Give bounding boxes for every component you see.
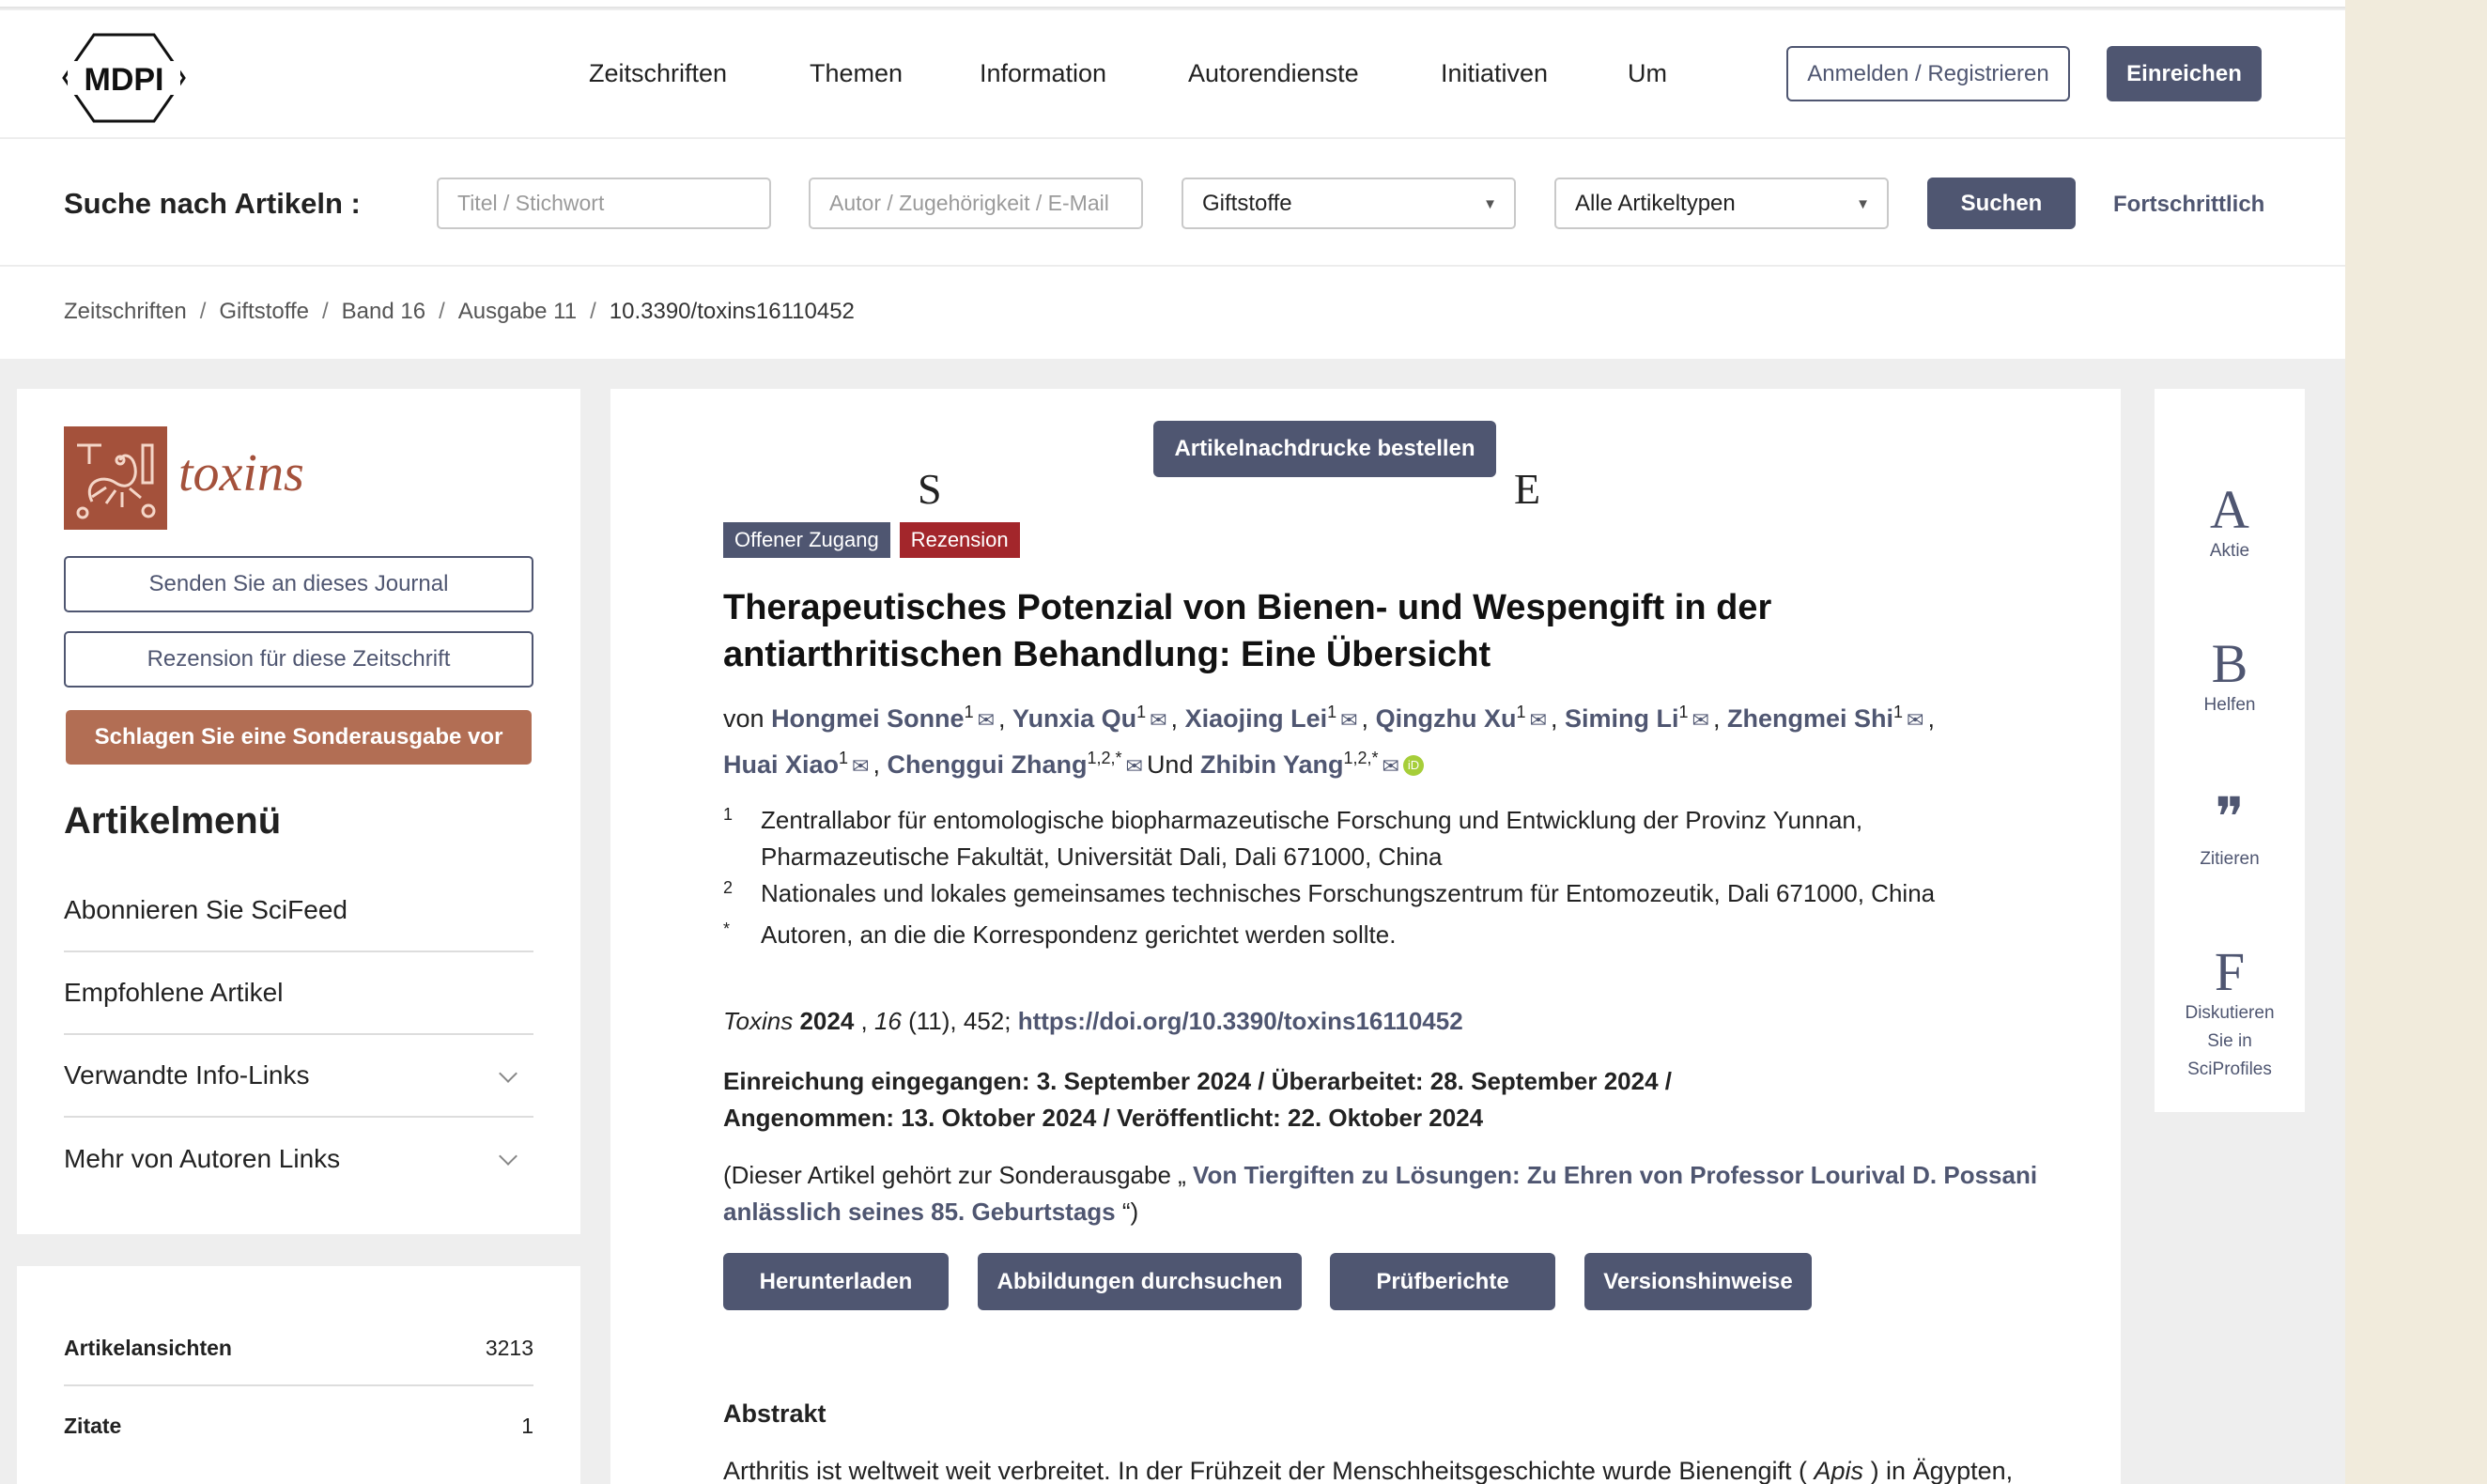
chevron-down-icon: [499, 1064, 517, 1083]
author-sup: 1: [1516, 703, 1526, 721]
author-sup: 1: [1678, 703, 1689, 721]
version-notes-button[interactable]: Versionshinweise: [1584, 1253, 1812, 1310]
chevron-down-icon: [499, 1147, 517, 1166]
glyph-s: S: [918, 465, 942, 513]
author-sup: 1: [1327, 703, 1337, 721]
submit-button[interactable]: Einreichen: [2107, 46, 2262, 101]
glyph-e: E: [1514, 465, 1541, 513]
title-keyword-input[interactable]: [437, 178, 771, 229]
author-name[interactable]: Siming Li: [1565, 704, 1679, 733]
breadcrumb-separator: /: [590, 299, 596, 324]
login-register-button[interactable]: Anmelden / Registrieren: [1786, 46, 2070, 101]
review-reports-button[interactable]: Prüfberichte: [1330, 1253, 1555, 1310]
author-name[interactable]: Zhibin Yang: [1199, 750, 1344, 779]
cite-label: Zitieren: [2200, 849, 2260, 869]
scorpion-icon: [64, 426, 167, 530]
citation-year: 2024: [799, 1007, 855, 1035]
caret-down-icon: ▼: [1483, 196, 1497, 212]
mdpi-logo-icon: [62, 33, 186, 123]
envelope-icon[interactable]: ✉: [1382, 754, 1399, 778]
envelope-icon[interactable]: ✉: [1125, 754, 1143, 778]
citation-line: Toxins 2024 , 16 (11), 452; https://doi.org/10.3390/toxins16110452: [723, 1007, 1463, 1035]
and-label: Und: [1146, 750, 1194, 779]
review-badge: Rezension: [900, 522, 1020, 558]
menu-item-label: Empfohlene Artikel: [64, 978, 284, 1007]
help-label: Helfen: [2203, 695, 2256, 715]
breadcrumb-doi: 10.3390/toxins16110452: [609, 299, 855, 324]
envelope-icon[interactable]: ✉: [1340, 708, 1358, 732]
special-issue-link[interactable]: Von Tiergiften zu Lösungen: Zu Ehren von Professor Lourival D. Possani anlässlich seines 85. Geburtstags: [723, 1161, 2038, 1226]
author-name[interactable]: Zhengmei Shi: [1726, 704, 1894, 733]
metric-value: 1: [521, 1413, 533, 1438]
nav-topics[interactable]: Themen: [810, 59, 904, 87]
breadcrumb-journal[interactable]: Giftstoffe: [219, 299, 309, 324]
publication-dates: [723, 1063, 1756, 1136]
journal-select[interactable]: [1182, 178, 1516, 229]
affiliation-number: 2: [723, 878, 734, 897]
author-sup: 1: [839, 749, 849, 767]
share-label: Aktie: [2209, 541, 2250, 561]
nav-information[interactable]: Information: [980, 59, 1107, 87]
special-issue-note: [723, 1157, 2038, 1230]
advanced-search-link[interactable]: Fortschrittlich: [2113, 192, 2265, 217]
author-sup: 1,2,*: [1343, 749, 1379, 767]
affiliation-text: Autoren, an die die Korrespondenz gerichtet werden sollte.: [761, 920, 1397, 949]
left-sidebar: [17, 389, 580, 1234]
abstract-heading: Abstrakt: [723, 1399, 826, 1428]
menu-item-label: Verwandte Info-Links: [64, 1060, 310, 1090]
author-affiliation-input[interactable]: [809, 178, 1143, 229]
abstract-text-italic: Apis: [1814, 1457, 1864, 1484]
discuss-label: Diskutieren Sie in SciProfiles: [2185, 1003, 2275, 1079]
discuss-icon: F: [2214, 941, 2246, 1002]
author-sup: 1: [964, 703, 974, 721]
article-title: Therapeutisches Potenzial von Bienen- und Wespengift in der antiarthritischen Behandlung: Eine Übersicht: [723, 588, 1772, 674]
breadcrumb-issue[interactable]: Ausgabe 11: [457, 299, 578, 324]
toxins-journal-icon[interactable]: [64, 426, 167, 530]
author-name[interactable]: Chenggui Zhang: [887, 750, 1088, 779]
author-sup: 1,2,*: [1087, 749, 1122, 767]
breadcrumb-separator: /: [439, 299, 445, 324]
open-access-badge[interactable]: Offener Zugang: [723, 522, 890, 558]
quote-icon: ❞: [2215, 787, 2245, 848]
author-list: von Hongmei Sonne$^1$ ✉ , Yunxia Qu$^1$ ✉ , Xiaojing Lei$^1$ ✉ , Qingzhu Xu$^1$ ✉ , Siming Li$^1$ ✉ , Zhengmei Shi$^1$ ✉ , Huai Xiao$^1$ ✉ , Chenggui Zhang$^{1,2,*}$ ✉ Und Zhibin Yang$^{1,2,*}$ ✉ iD: [723, 703, 1935, 779]
affiliation-text: Zentrallabor für entomologische biopharmazeutische Forschung und Entwicklung der Provinz Yunnan, Pharmazeutische Fakultät, Universität Dali, Dali 671000, China: [761, 806, 1863, 871]
article-main: [610, 389, 2121, 1484]
metric-label: Artikelansichten: [64, 1335, 232, 1360]
special-issue-suffix: “): [1121, 1198, 1139, 1226]
menu-item-scifeed[interactable]: [64, 870, 533, 952]
share-tool[interactable]: [2155, 479, 2305, 565]
envelope-icon[interactable]: ✉: [1529, 708, 1547, 732]
author-name[interactable]: Hongmei Sonne: [771, 704, 965, 733]
metric-views-row: [64, 1311, 533, 1386]
journal-select-value: Giftstoffe: [1202, 190, 1292, 216]
nav-about[interactable]: Um: [1628, 59, 1667, 87]
orcid-icon[interactable]: iD: [1403, 755, 1424, 776]
submit-to-journal-button[interactable]: Senden Sie an dieses Journal: [64, 556, 533, 612]
download-button[interactable]: Herunterladen: [723, 1253, 949, 1310]
abstract-text-end: ) in Ägypten,: [1870, 1457, 2014, 1484]
special-issue-prefix: (Dieser Artikel gehört zur Sonderausgabe „: [723, 1161, 1186, 1189]
author-name[interactable]: Xiaojing Lei: [1184, 704, 1328, 733]
affiliation-2: [723, 875, 2038, 913]
author-sup: 1: [1893, 703, 1904, 721]
search-button[interactable]: Suchen: [1927, 178, 2076, 229]
citation-volume: 16: [873, 1007, 902, 1035]
article-metrics-panel: [17, 1266, 580, 1484]
by-label: von: [723, 704, 765, 733]
abstract-text-start: Arthritis ist weltweit weit verbreitet. In der Frühzeit der Menschheitsgeschichte wurde Bienengift (: [723, 1457, 1807, 1484]
menu-item-author-links[interactable]: [64, 1118, 533, 1200]
order-reprints-button[interactable]: Artikelnachdrucke bestellen: [1153, 421, 1496, 477]
breadcrumb-journals[interactable]: Zeitschriften: [64, 299, 187, 324]
abstract-text: [723, 1452, 2038, 1484]
nav-author-services[interactable]: Autorendienste: [1188, 59, 1359, 87]
article-type-value: Alle Artikeltypen: [1575, 190, 1736, 216]
right-toolbar: [2155, 389, 2305, 1112]
discuss-tool[interactable]: [2155, 941, 2305, 1084]
affiliation-text: Nationales und lokales gemeinsames technisches Forschungszentrum für Entomozeutik, Dali 671000, China: [761, 879, 1936, 907]
browse-figures-button[interactable]: Abbildungen durchsuchen: [978, 1253, 1302, 1310]
site-header: [0, 10, 2345, 137]
nav-journals[interactable]: Zeitschriften: [589, 59, 728, 87]
article-search-bar: [0, 138, 2345, 266]
article-type-select[interactable]: [1554, 178, 1889, 229]
author-name[interactable]: Huai Xiao: [723, 750, 840, 779]
menu-item-recommended[interactable]: [64, 952, 533, 1035]
breadcrumb-separator: /: [199, 299, 207, 324]
envelope-icon[interactable]: ✉: [1907, 708, 1924, 732]
author-name[interactable]: Qingzhu Xu: [1375, 704, 1517, 733]
propose-special-issue-button[interactable]: Schlagen Sie eine Sonderausgabe vor: [66, 710, 532, 765]
affiliation-1: [723, 802, 2038, 877]
metric-citations-row: [64, 1388, 533, 1463]
dates-line-1: Einreichung eingegangen: 3. September 2024 / Überarbeitet: 28. September 2024 /: [723, 1067, 1673, 1095]
dates-line-2: Angenommen: 13. Oktober 2024 / Veröffentlicht: 22. Oktober 2024: [723, 1104, 1484, 1132]
share-icon: A: [2210, 479, 2249, 540]
menu-item-related-links[interactable]: [64, 1035, 533, 1118]
breadcrumb-separator: /: [322, 299, 329, 324]
citation-journal: Toxins: [723, 1007, 794, 1035]
journal-name[interactable]: toxins: [178, 444, 304, 502]
author-sup: 1: [1136, 703, 1147, 721]
help-tool[interactable]: [2155, 633, 2305, 719]
review-for-journal-button[interactable]: Rezension für diese Zeitschrift: [64, 631, 533, 688]
affiliation-number: 1: [723, 805, 734, 824]
caret-down-icon: ▼: [1856, 196, 1870, 212]
affiliation-number: *: [723, 920, 731, 938]
doi-link[interactable]: https://doi.org/10.3390/toxins16110452: [1017, 1007, 1463, 1035]
citation-issue-pages: (11), 452;: [908, 1007, 1012, 1035]
affiliation-corresponding: [723, 917, 2038, 954]
envelope-icon[interactable]: ✉: [852, 754, 870, 778]
top-strip: [0, 0, 2345, 8]
article-menu-title: Artikelmenü: [64, 800, 282, 842]
menu-item-label: Abonnieren Sie SciFeed: [64, 895, 348, 924]
cite-tool[interactable]: [2155, 787, 2305, 873]
author-name[interactable]: Yunxia Qu: [1012, 704, 1137, 733]
nav-initiatives[interactable]: Initiativen: [1441, 59, 1549, 87]
breadcrumb-volume[interactable]: Band 16: [341, 299, 426, 324]
breadcrumb: [0, 267, 2345, 359]
envelope-icon[interactable]: ✉: [1691, 708, 1709, 732]
help-icon: B: [2211, 633, 2248, 694]
envelope-icon[interactable]: ✉: [977, 708, 996, 732]
envelope-icon[interactable]: ✉: [1150, 708, 1167, 732]
metric-label: Zitate: [64, 1413, 122, 1438]
mdpi-logo[interactable]: [62, 33, 186, 123]
menu-item-label: Mehr von Autoren Links: [64, 1144, 341, 1173]
logo-text: MDPI: [84, 62, 164, 98]
metric-value: 3213: [485, 1335, 533, 1360]
search-label: Suche nach Artikeln :: [64, 187, 361, 220]
article-badges: [723, 522, 1020, 558]
